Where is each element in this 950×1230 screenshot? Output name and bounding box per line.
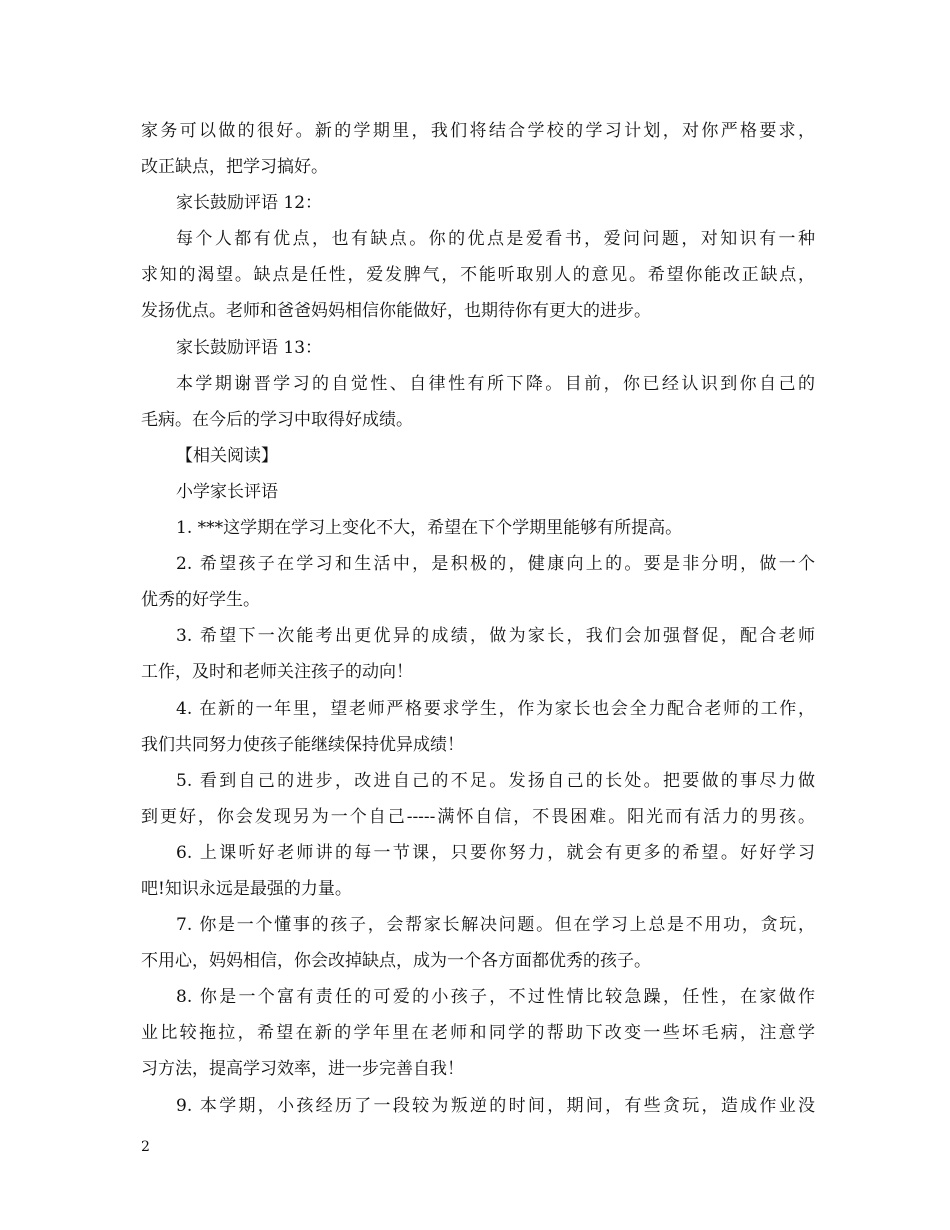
text-line: 5. 看到自己的进步，改进自己的不足。发扬自己的长处。把要做的事尽力做 [176, 770, 815, 791]
text-line: 6. 上课听好老师讲的每一节课，只要你努力，就会有更多的希望。好好学习 [176, 842, 815, 863]
text-line: 9. 本学期，小孩经历了一段较为叛逆的时间，期间，有些贪玩，造成作业没 [176, 1095, 815, 1116]
text-line: 求知的渴望。缺点是任性，爱发脾气，不能听取别人的意见。希望你能改正缺点， [141, 265, 815, 286]
text-line: 家长鼓励评语 12： [176, 193, 323, 214]
text-line: 家长鼓励评语 13： [176, 337, 323, 358]
text-line: 毛病。在今后的学习中取得好成绩。 [141, 409, 413, 430]
document-body [141, 113, 815, 1124]
text-line: 8. 你是一个富有责任的可爱的小孩子，不过性情比较急躁，任性，在家做作 [176, 987, 815, 1008]
text-line: 【相关阅读】 [176, 445, 278, 466]
text-line: 优秀的好学生。 [141, 590, 260, 611]
page-number: 2 [141, 1139, 150, 1155]
text-line: 工作，及时和老师关注孩子的动向！ [141, 662, 413, 683]
text-line: 发扬优点。老师和爸爸妈妈相信你能做好，也期待你有更大的进步。 [141, 301, 651, 322]
text-line: 小学家长评语 [176, 481, 278, 502]
text-line: 每个人都有优点，也有缺点。你的优点是爱看书，爱问问题，对知识有一种 [176, 229, 815, 250]
text-line: 2. 希望孩子在学习和生活中，是积极的，健康向上的。要是非分明，做一个 [176, 554, 815, 575]
text-line: 4. 在新的一年里，望老师严格要求学生，作为家长也会全力配合老师的工作， [176, 698, 815, 719]
text-line: 习方法，提高学习效率，进一步完善自我！ [141, 1059, 464, 1080]
text-line: 7. 你是一个懂事的孩子，会帮家长解决问题。但在学习上总是不用功，贪玩， [176, 915, 815, 936]
text-line: 1. ***这学期在学习上变化不大，希望在下个学期里能够有所提高。 [176, 518, 683, 539]
text-line: 业比较拖拉，希望在新的学年里在老师和同学的帮助下改变一些坏毛病，注意学 [141, 1023, 815, 1044]
text-line: 我们共同努力使孩子能继续保持优异成绩！ [141, 734, 464, 755]
text-line: 改正缺点，把学习搞好。 [141, 157, 328, 178]
text-line: 3. 希望下一次能考出更优异的成绩，做为家长，我们会加强督促，配合老师 [176, 626, 815, 647]
text-line: 家务可以做的很好。新的学期里，我们将结合学校的学习计划，对你严格要求， [141, 121, 815, 141]
text-line: 不用心，妈妈相信，你会改掉缺点，成为一个各方面都优秀的孩子。 [141, 951, 651, 972]
text-line: 到更好，你会发现另为一个自己-----满怀自信，不畏困难。阳光而有活力的男孩。 [141, 806, 815, 827]
text-line: 吧!知识永远是最强的力量。 [141, 878, 352, 899]
text-line: 本学期谢晋学习的自觉性、自律性有所下降。目前，你已经认识到你自己的 [176, 373, 815, 394]
